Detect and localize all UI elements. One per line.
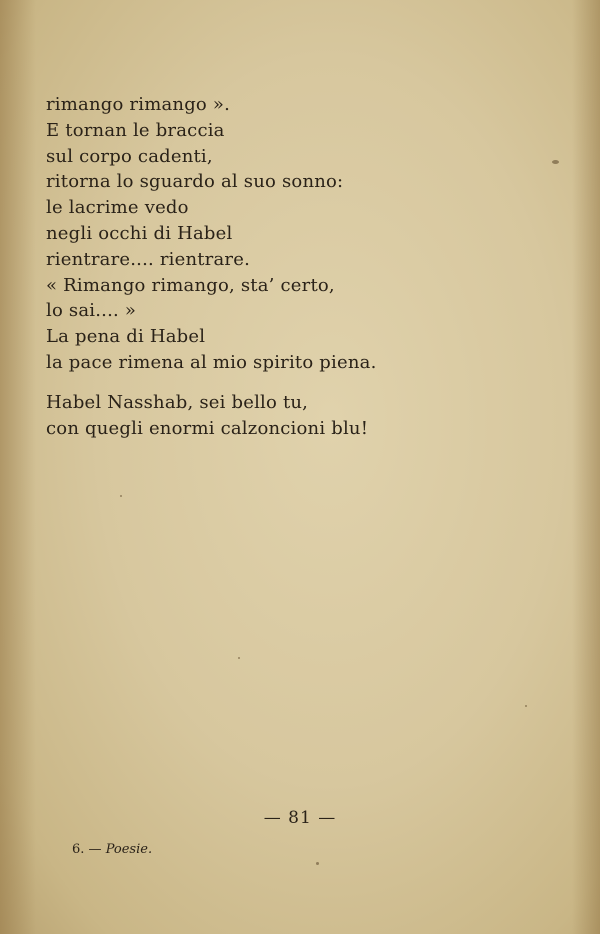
poem (46, 92, 566, 441)
poem-line: « Rimango rimango, sta’ certo, (46, 274, 335, 296)
page-number: — 81 — (263, 808, 337, 828)
poem-line: lo sai.... » (46, 300, 137, 322)
poem-line: sul corpo cadenti, (46, 145, 213, 167)
paper-speck (552, 160, 559, 164)
signature-number: 6. — (72, 842, 102, 857)
poem-line: rimango rimango ». (46, 94, 231, 115)
poem-line: negli occhi di Habel (46, 222, 233, 244)
poem-line: le lacrime vedo (46, 197, 189, 219)
poem-line: E tornan le braccia (46, 119, 225, 141)
poem-line: con quegli enormi calzoncioni blu! (46, 417, 369, 439)
poem-line: la pace rimena al mio spirito piena. (46, 351, 377, 373)
paper-speck (316, 862, 319, 865)
poem-line: ritorna lo sguardo al suo sonno: (46, 171, 344, 193)
printer-signature (72, 842, 152, 857)
paper-speck (120, 495, 122, 497)
stanza-2 (46, 390, 566, 442)
poem-line: rientrare.... rientrare. (46, 248, 250, 270)
signature-title: Poesie. (105, 842, 153, 857)
paper-speck (238, 657, 240, 659)
poem-line: Habel Nasshab, sei bello tu, (46, 391, 309, 413)
poem-line: La pena di Habel (46, 326, 206, 348)
stanza-break (46, 376, 566, 390)
paper-speck (525, 705, 527, 707)
stanza-1 (46, 92, 566, 376)
